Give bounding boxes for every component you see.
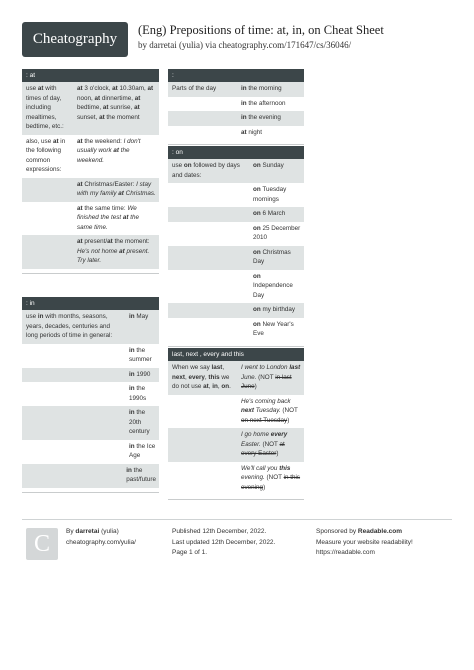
row-example: at the same time: We finished the test at the same time.: [77, 204, 139, 231]
row-description: [22, 440, 126, 464]
section-divider: [168, 495, 304, 500]
author-line[interactable]: By darretai (yulia): [66, 528, 119, 535]
table-row: [168, 97, 304, 112]
row-example: on Independence Day: [253, 272, 293, 299]
table-row: [168, 318, 304, 342]
table-row: [168, 82, 304, 97]
row-example: on 6 March: [253, 210, 286, 217]
row-description: [168, 318, 250, 342]
row-example: in the morning: [241, 85, 282, 92]
row-description: [168, 126, 238, 141]
section-heading: : on: [168, 146, 304, 159]
table-row: [22, 310, 159, 344]
table-row: [22, 440, 159, 464]
footer-sponsor: [316, 527, 413, 559]
cheatography-c-icon: C: [26, 528, 58, 560]
row-example: in the 1990s: [129, 385, 147, 402]
row-description: [168, 183, 250, 207]
published-date: Published 12th December, 2022.: [172, 528, 267, 535]
row-description: [22, 464, 123, 488]
row-example: in the afternoon: [241, 99, 286, 107]
row-example: We'll call you this evening. (NOT in this evening): [241, 464, 301, 491]
cheatography-logo[interactable]: Cheatography: [22, 22, 128, 57]
section-heading: last, next , every and this: [168, 348, 304, 361]
row-example: at the weekend: I don't usually work at the weekend.: [77, 137, 141, 164]
row-example: in the Ice Age: [129, 442, 156, 459]
updated-date: Last updated 12th December, 2022.: [172, 538, 276, 546]
row-example: He's coming back next Tuesday. (NOT on next Tuesday): [241, 397, 298, 424]
table-row: [22, 178, 159, 202]
row-example: in the past/future: [126, 466, 157, 483]
section-in: [22, 297, 159, 493]
author-url[interactable]: cheatography.com/yulia/: [66, 538, 136, 546]
row-description: [168, 270, 250, 304]
table-row: [22, 368, 159, 383]
table-row: [168, 361, 304, 395]
row-description: [22, 202, 74, 236]
table-row: [22, 135, 159, 178]
row-description: [22, 178, 74, 202]
section-on: [168, 146, 304, 347]
row-description: [22, 344, 126, 368]
row-description: [168, 111, 238, 126]
table-row: [168, 428, 304, 462]
section-heading: : at: [22, 69, 159, 82]
row-example: on Sunday: [253, 162, 284, 169]
section-divider: [168, 342, 304, 347]
table-row: [168, 462, 304, 496]
page-footer: [22, 519, 452, 579]
table-row: [168, 395, 304, 429]
section-divider: [168, 140, 304, 145]
row-example: at night: [241, 128, 263, 136]
page-number: Page 1 of 1.: [172, 549, 208, 556]
section-at: [22, 69, 159, 274]
table-row: [22, 382, 159, 406]
footer-author: [66, 527, 136, 548]
row-example: in the summer: [129, 346, 152, 363]
table-row: [22, 344, 159, 368]
row-example: at 3 o'clock, at 10.30am, at noon, at dinnertime, at bedtime, at sunrise, at sunset, at the moment: [77, 85, 154, 121]
table-row: [168, 126, 304, 141]
row-description: use in with months, seasons, years, decades, centuries and long periods of time in general:: [26, 313, 113, 339]
row-example: in the evening: [241, 114, 281, 121]
byline[interactable]: by darretai (yulia) via cheatography.com/171647/cs/36046/: [138, 40, 352, 50]
row-example: at Christmas/Easter: I stay with my family at Christmas.: [77, 180, 156, 197]
table-row: [22, 235, 159, 269]
row-description: When we say last, next, every, this we do not use at, in, on.: [172, 364, 231, 390]
row-description: [168, 97, 238, 112]
row-description: [168, 395, 238, 429]
sponsor-line[interactable]: Sponsored by Readable.com: [316, 528, 402, 535]
row-example: on Tuesday mornings: [253, 186, 287, 203]
row-description: [168, 462, 238, 496]
row-description: use on followed by days and dates:: [172, 162, 240, 179]
row-description: [168, 303, 250, 318]
section-parts-of-day: [168, 69, 304, 145]
row-description: [22, 406, 126, 440]
section-divider: [22, 269, 159, 274]
row-description: Parts of the day: [172, 85, 217, 92]
row-example: on my birthday: [253, 306, 295, 313]
row-example: on New Year's Eve: [253, 320, 294, 337]
sponsor-tagline: Measure your website readability!: [316, 538, 413, 546]
row-description: [22, 235, 74, 269]
table-row: [168, 111, 304, 126]
table-row: [168, 222, 304, 246]
row-description: [22, 382, 126, 406]
row-example: I go home every Easter. (NOT at every Easter): [241, 431, 288, 457]
section-divider: [22, 488, 159, 493]
page-header: [22, 20, 462, 60]
row-description: also, use at in the following common expressions:: [26, 137, 66, 173]
table-row: [168, 246, 304, 270]
row-description: [168, 428, 238, 462]
table-row: [168, 207, 304, 222]
page-title: (Eng) Prepositions of time: at, in, on Cheat Sheet: [138, 23, 384, 37]
section-heading: :: [168, 69, 304, 82]
row-description: [168, 207, 250, 222]
row-description: use at with times of day, including mealtimes, bedtime, etc.:: [26, 85, 64, 130]
row-example: on 25 December 2010: [253, 224, 301, 241]
row-example: on Christmas Day: [253, 248, 291, 265]
row-example: in 1990: [129, 370, 151, 378]
row-description: [22, 368, 126, 383]
row-example: in the 20th century: [129, 409, 150, 435]
table-row: [168, 270, 304, 304]
sponsor-url[interactable]: https://readable.com: [316, 549, 375, 556]
row-description: [168, 222, 250, 246]
table-row: [22, 464, 159, 488]
table-row: [22, 406, 159, 440]
table-row: [168, 183, 304, 207]
footer-dates: [172, 527, 275, 559]
table-row: [168, 159, 304, 183]
row-example: I went to London last June. (NOT in last June): [241, 364, 301, 390]
row-example: at present/at the moment: He's not home at present. Try later.: [77, 238, 150, 264]
row-example: in May: [129, 313, 149, 320]
table-row: [168, 303, 304, 318]
table-row: [22, 202, 159, 236]
table-row: [22, 82, 159, 135]
section-last-next-every-this: [168, 348, 304, 500]
row-description: [168, 246, 250, 270]
section-heading: : in: [22, 297, 159, 310]
